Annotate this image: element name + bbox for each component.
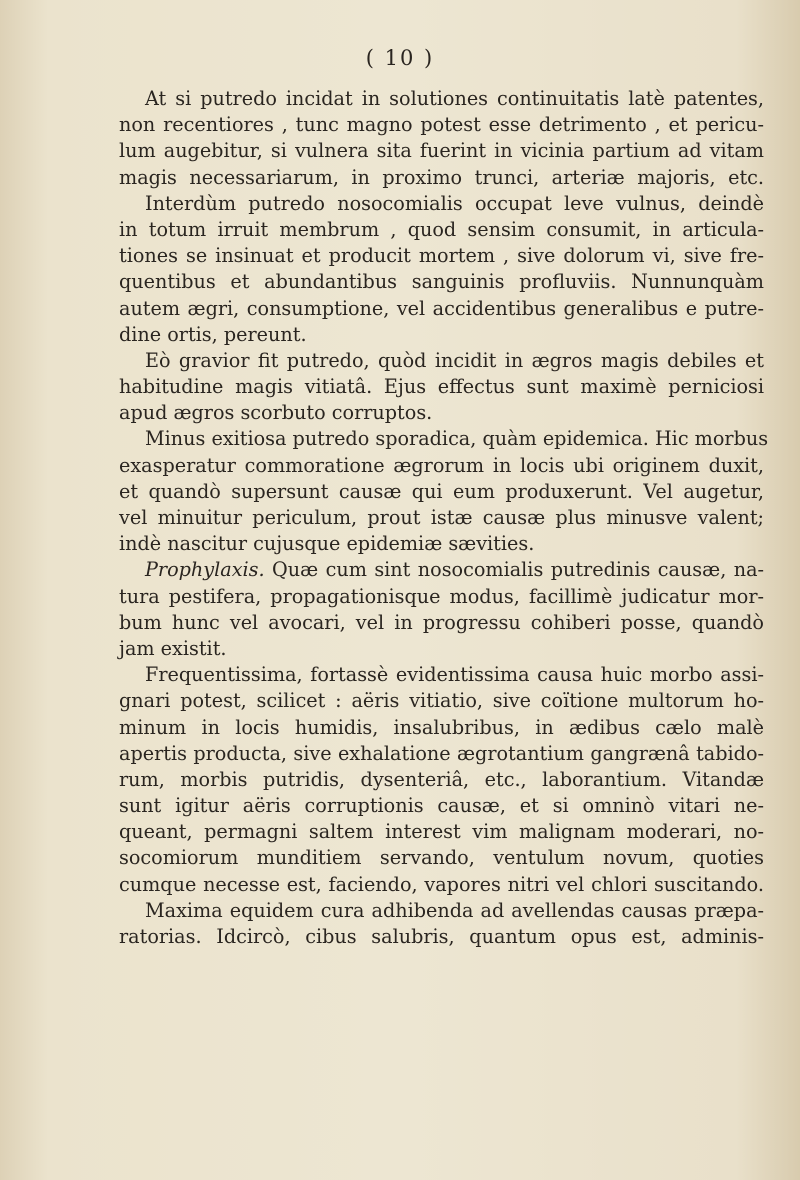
text-line: in totum irruit membrum , quod sensim consumit, in articula- xyxy=(119,217,764,241)
text-line: gnari potest, scilicet : aëris vitiatio, sive coïtione multorum ho- xyxy=(119,689,764,713)
text-line: sunt igitur aëris corruptionis causæ, et si omninò vitari ne- xyxy=(119,794,764,818)
text-line: et quandò supersunt causæ qui eum produxerunt. Vel augetur, xyxy=(119,479,764,503)
text-line: jam existit. xyxy=(119,636,227,660)
text-line: ratorias. Idcircò, cibus salubris, quantum opus est, adminis- xyxy=(119,925,764,948)
text-line: exasperatur commoratione ægrorum in locis ubi originem duxit, xyxy=(119,453,764,477)
text-line: habitudine magis vitiatâ. Ejus effectus sunt maximè perniciosi xyxy=(119,375,764,399)
text-line: Eò gravior fit putredo, quòd incidit in ægros magis debiles et xyxy=(145,348,764,372)
text-line: At si putredo incidat in solutiones continuitatis latè patentes, xyxy=(145,87,764,110)
text-line: Frequentissima, fortassè evidentissima causa huic morbo assi- xyxy=(145,663,764,687)
text-line: tiones se insinuat et producit mortem , sive dolorum vi, sive fre- xyxy=(119,244,764,268)
text-line: non recentiores , tunc magno potest esse detrimento , et pericu- xyxy=(119,113,764,137)
text-line: vel minuitur periculum, prout istæ causæ plus minusve valent; xyxy=(119,506,764,529)
text-line: bum hunc vel avocari, vel in progressu cohiberi posse, quandò xyxy=(119,610,764,634)
text-line: quentibus et abundantibus sanguinis profluviis. Nunnunquàm xyxy=(119,270,764,294)
text-line: queant, permagni saltem interest vim malignam moderari, no- xyxy=(119,820,764,844)
page-number: ( 10 ) xyxy=(365,46,435,70)
text-line xyxy=(119,557,764,583)
text-line: apud ægros scorbuto corruptos. xyxy=(119,401,433,425)
text-line: rum, morbis putridis, dysenteriâ, etc., laborantium. Vitandæ xyxy=(119,767,764,791)
text-line: indè nascitur cujusque epidemiæ sævities. xyxy=(119,532,535,556)
text-line: minum in locis humidis, insalubribus, in ædibus cælo malè xyxy=(119,715,764,739)
text-line: Minus exitiosa putredo sporadica, quàm epidemica. Hic morbus xyxy=(145,427,769,451)
text-line: autem ægri, consumptione, vel accidentibus generalibus e putre- xyxy=(119,296,764,320)
section-label: Prophylaxis. xyxy=(145,558,265,582)
text-line: lum augebitur, si vulnera sita fuerint in vicinia partium ad vitam xyxy=(119,139,764,163)
text-fragment: Quæ cum sint nosocomialis putredinis causæ, na- xyxy=(272,558,764,582)
text-line: magis necessariarum, in proximo trunci, arteriæ majoris, etc. xyxy=(119,165,764,189)
body-text xyxy=(119,86,769,950)
text-line: Interdùm putredo nosocomialis occupat leve vulnus, deindè xyxy=(145,191,764,215)
text-line: apertis producta, sive exhalatione ægrotantium gangrænâ tabido- xyxy=(119,741,764,765)
text-line: tura pestifera, propagationisque modus, facillimè judicatur mor- xyxy=(119,584,764,608)
text-line: Maxima equidem cura adhibenda ad avellendas causas præpa- xyxy=(145,898,764,922)
text-line: socomiorum munditiem servando, ventulum novum, quoties xyxy=(119,846,764,870)
text-line: cumque necesse est, faciendo, vapores nitri vel chlori suscitando. xyxy=(119,872,764,896)
text-line: dine ortis, pereunt. xyxy=(119,322,307,346)
